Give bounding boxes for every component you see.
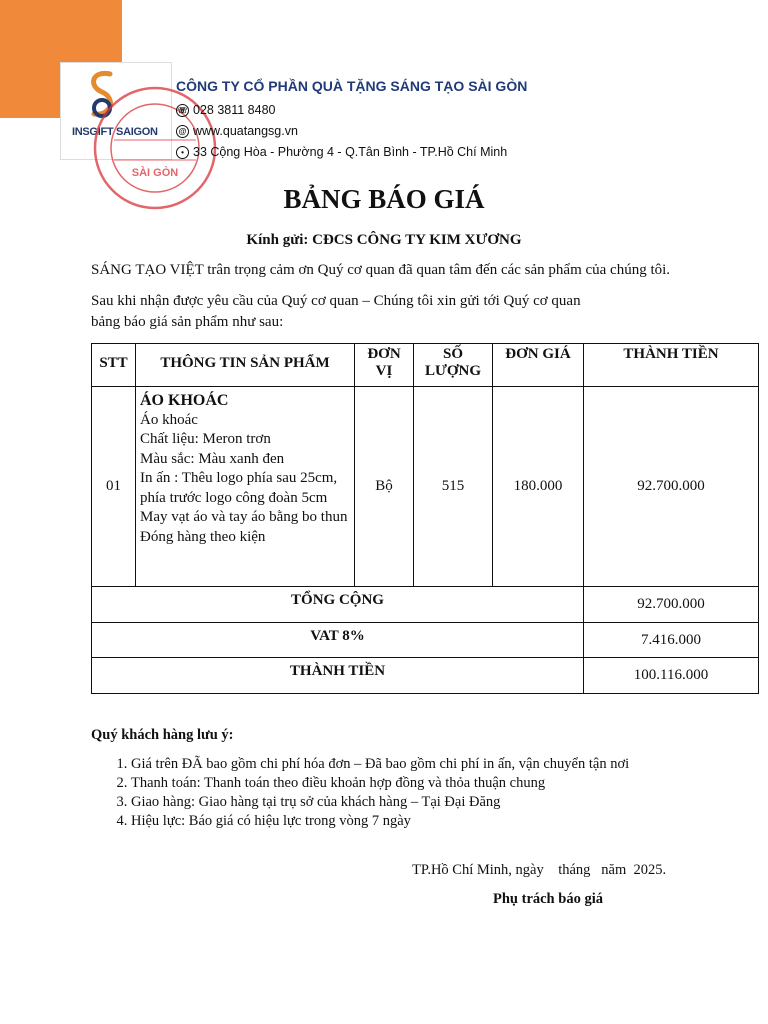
table-header-row [92, 344, 759, 387]
header-price: ĐƠN GIÁ [493, 344, 584, 387]
product-detail: In ấn : Thêu logo phía sau 25cm, phía trước logo công đoàn 5cm [140, 470, 338, 506]
product-title: ÁO KHOÁC [140, 392, 229, 409]
date-line: TP.Hồ Chí Minh, ngày tháng năm 2025. [412, 862, 667, 878]
header-total: THÀNH TIỀN [584, 344, 759, 387]
contact-website [176, 124, 298, 138]
header-unit: ĐƠN VỊ [355, 344, 414, 387]
company-name: CÔNG TY CỔ PHẦN QUÀ TẶNG SÁNG TẠO SÀI GÒN [176, 78, 528, 94]
phone-text: 028 3811 8480 [193, 103, 276, 117]
vat-row [92, 623, 759, 658]
quote-table [91, 343, 759, 694]
grand-total-value: 100.116.000 [584, 658, 759, 694]
address-text: 33 Cộng Hòa - Phường 4 - Q.Tân Bình - TP.Hồ Chí Minh [193, 145, 508, 159]
contact-phone [176, 103, 276, 117]
vat-value: 7.416.000 [584, 623, 759, 658]
website-text: www.quatangsg.vn [193, 124, 298, 138]
row-price: 180.000 [493, 387, 584, 587]
product-detail: Áo khoác [140, 411, 198, 428]
product-detail: Đóng hàng theo kiện [140, 528, 266, 545]
subtotal-label: TỔNG CỘNG [92, 587, 584, 623]
body-paragraph: Sau khi nhận được yêu cầu của Quý cơ quan – Chúng tôi xin gửi tới Quý cơ quan bảng báo giá sản phẩm như sau: [91, 293, 581, 330]
product-detail: Màu sắc: Màu xanh đen [140, 450, 285, 467]
product-detail: May vạt áo và tay áo bằng bo thun [140, 509, 348, 525]
header-info: THÔNG TIN SẢN PHẨM [136, 344, 355, 387]
grand-total-label: THÀNH TIỀN [92, 658, 584, 694]
location-icon: • [176, 146, 189, 159]
row-unit: Bộ [355, 387, 414, 587]
note-item: 3. Giao hàng: Giao hàng tại trụ sở của khách hàng – Tại Đại Đăng [131, 793, 768, 812]
subtotal-value: 92.700.000 [584, 587, 759, 623]
header-stt: STT [92, 344, 136, 387]
row-product-info [136, 387, 355, 587]
notes-heading: Quý khách hàng lưu ý: [91, 727, 234, 743]
logo-text: INSGIFT SAIGON [72, 126, 158, 138]
note-item: 1. Giá trên ĐÃ bao gồm chi phí hóa đơn – Đã bao gồm chi phí in ấn, vận chuyển tận nơi [131, 755, 768, 774]
vat-label: VAT 8% [92, 623, 584, 658]
stamp-text: SÀI GÒN [131, 167, 179, 179]
signer-title: Phụ trách báo giá [493, 891, 603, 907]
document-title: BẢNG BÁO GIÁ [283, 184, 485, 214]
globe-icon: @ [176, 125, 189, 138]
phone-icon: ☏ [177, 105, 188, 115]
product-detail: Chất liệu: Meron trơn [140, 431, 271, 447]
note-item: 4. Hiệu lực: Báo giá có hiệu lực trong vòng 7 ngày [131, 812, 768, 831]
row-qty: 515 [414, 387, 493, 587]
notes-list [91, 755, 768, 831]
header-qty: SỐ LƯỢNG [414, 344, 493, 387]
row-stt: 01 [92, 387, 136, 587]
contact-address [176, 145, 507, 159]
table-row [92, 387, 759, 587]
intro-paragraph: SÁNG TẠO VIỆT trân trọng cảm ơn Quý cơ quan đã quan tâm đến các sản phẩm của chúng tôi. [91, 262, 671, 278]
row-total: 92.700.000 [584, 387, 759, 587]
recipient-line: Kính gửi: CĐCS CÔNG TY KIM XƯƠNG [246, 232, 522, 248]
grand-total-row [92, 658, 759, 694]
subtotal-row [92, 587, 759, 623]
note-item: 2. Thanh toán: Thanh toán theo điều khoản hợp đồng và thỏa thuận chung [131, 774, 768, 793]
